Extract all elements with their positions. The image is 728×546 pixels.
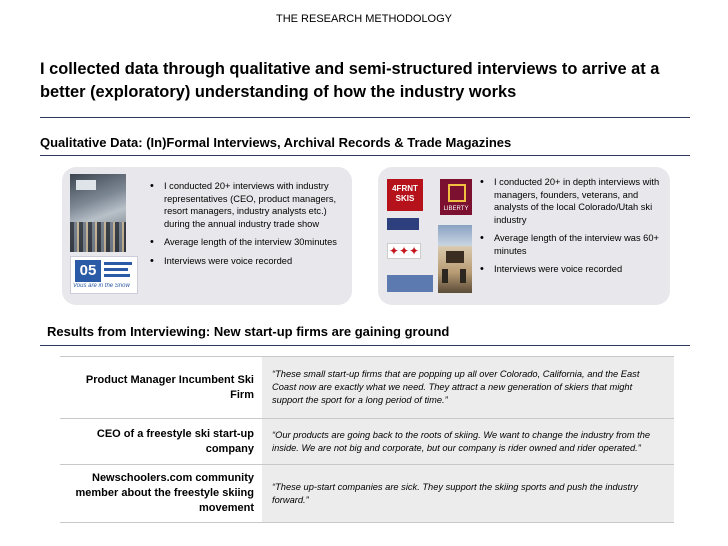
interview-quote: “Our products are going back to the roots of skiing. We want to change the industry from the inside. We are not big and corporate, but our company is rider owned and rider operated.” — [262, 419, 674, 465]
left-bullet-item: • I conducted 20+ interviews with industry representatives (CEO, product managers, resort managers, industry analysts etc.) during the annual industry trade show — [148, 180, 344, 230]
interviewee-role: Newschoolers.com community member about the freestyle skiing movement — [60, 465, 262, 523]
right-bullet-list — [478, 176, 664, 282]
interviewee-role: Product Manager Incumbent Ski Firm — [60, 357, 262, 419]
ski-factory-photo — [438, 225, 472, 293]
section-title-qualitative-data: Qualitative Data: (In)Formal Interviews, Archival Records & Trade Magazines — [40, 135, 512, 150]
right-interview-panel — [378, 167, 670, 305]
slide-top-title: THE RESEARCH METHODOLOGY — [275, 13, 453, 25]
interviewee-role: CEO of a freestyle ski start-up company — [60, 419, 262, 465]
left-bullet-list — [148, 180, 344, 273]
trade-show-logo-caption: Vous are in the Snow — [73, 283, 130, 289]
liberty-logo: LIBERTY — [440, 179, 472, 215]
right-bullet-item: • Average length of the interview was 60+ minutes — [478, 232, 664, 257]
right-bullet-item: • I conducted 20+ in depth interviews with managers, founders, veterans, and analysts of the local Colorado/Utah ski industry — [478, 176, 664, 226]
table-row — [60, 357, 674, 419]
brand-logo-red: ✦✦✦ — [388, 244, 420, 258]
headline-divider — [40, 117, 690, 118]
interview-quote: “These small start-up firms that are popping up all over Colorado, California, and the East Coast now are exactly what we need. They attract a new generation of skiers that might support the sport for a long period of time.” — [262, 357, 674, 419]
left-bullet-item: • Average length of the interview 30minutes — [148, 236, 344, 249]
right-bullet-item: • Interviews were voice recorded — [478, 263, 664, 276]
section-title-results: Results from Interviewing: New start-up firms are gaining ground — [47, 324, 450, 339]
left-bullet-item: • Interviews were voice recorded — [148, 255, 344, 268]
interview-results-table — [60, 356, 674, 523]
trade-show-photo — [70, 174, 126, 252]
section2-divider — [40, 345, 690, 346]
section1-divider — [40, 155, 690, 156]
brand-logo-blue — [387, 218, 419, 230]
trade-show-logo — [70, 256, 138, 294]
liberty-logo-mark — [448, 184, 466, 202]
slide-headline: I collected data through qualitative and semi-structured interviews to arrive at a better (exploratory) understanding of how the industry works — [40, 60, 660, 101]
ski-brand-logo: 4FRNT SKIS — [387, 179, 423, 211]
table-row — [60, 419, 674, 465]
interview-quote: “These up-start companies are sick. They support the skiing sports and push the industry forward.” — [262, 465, 674, 523]
table-row — [60, 465, 674, 523]
left-interview-panel — [62, 167, 352, 305]
trade-show-logo-number: 05 — [75, 260, 101, 282]
brand-logo-strip — [387, 275, 433, 292]
